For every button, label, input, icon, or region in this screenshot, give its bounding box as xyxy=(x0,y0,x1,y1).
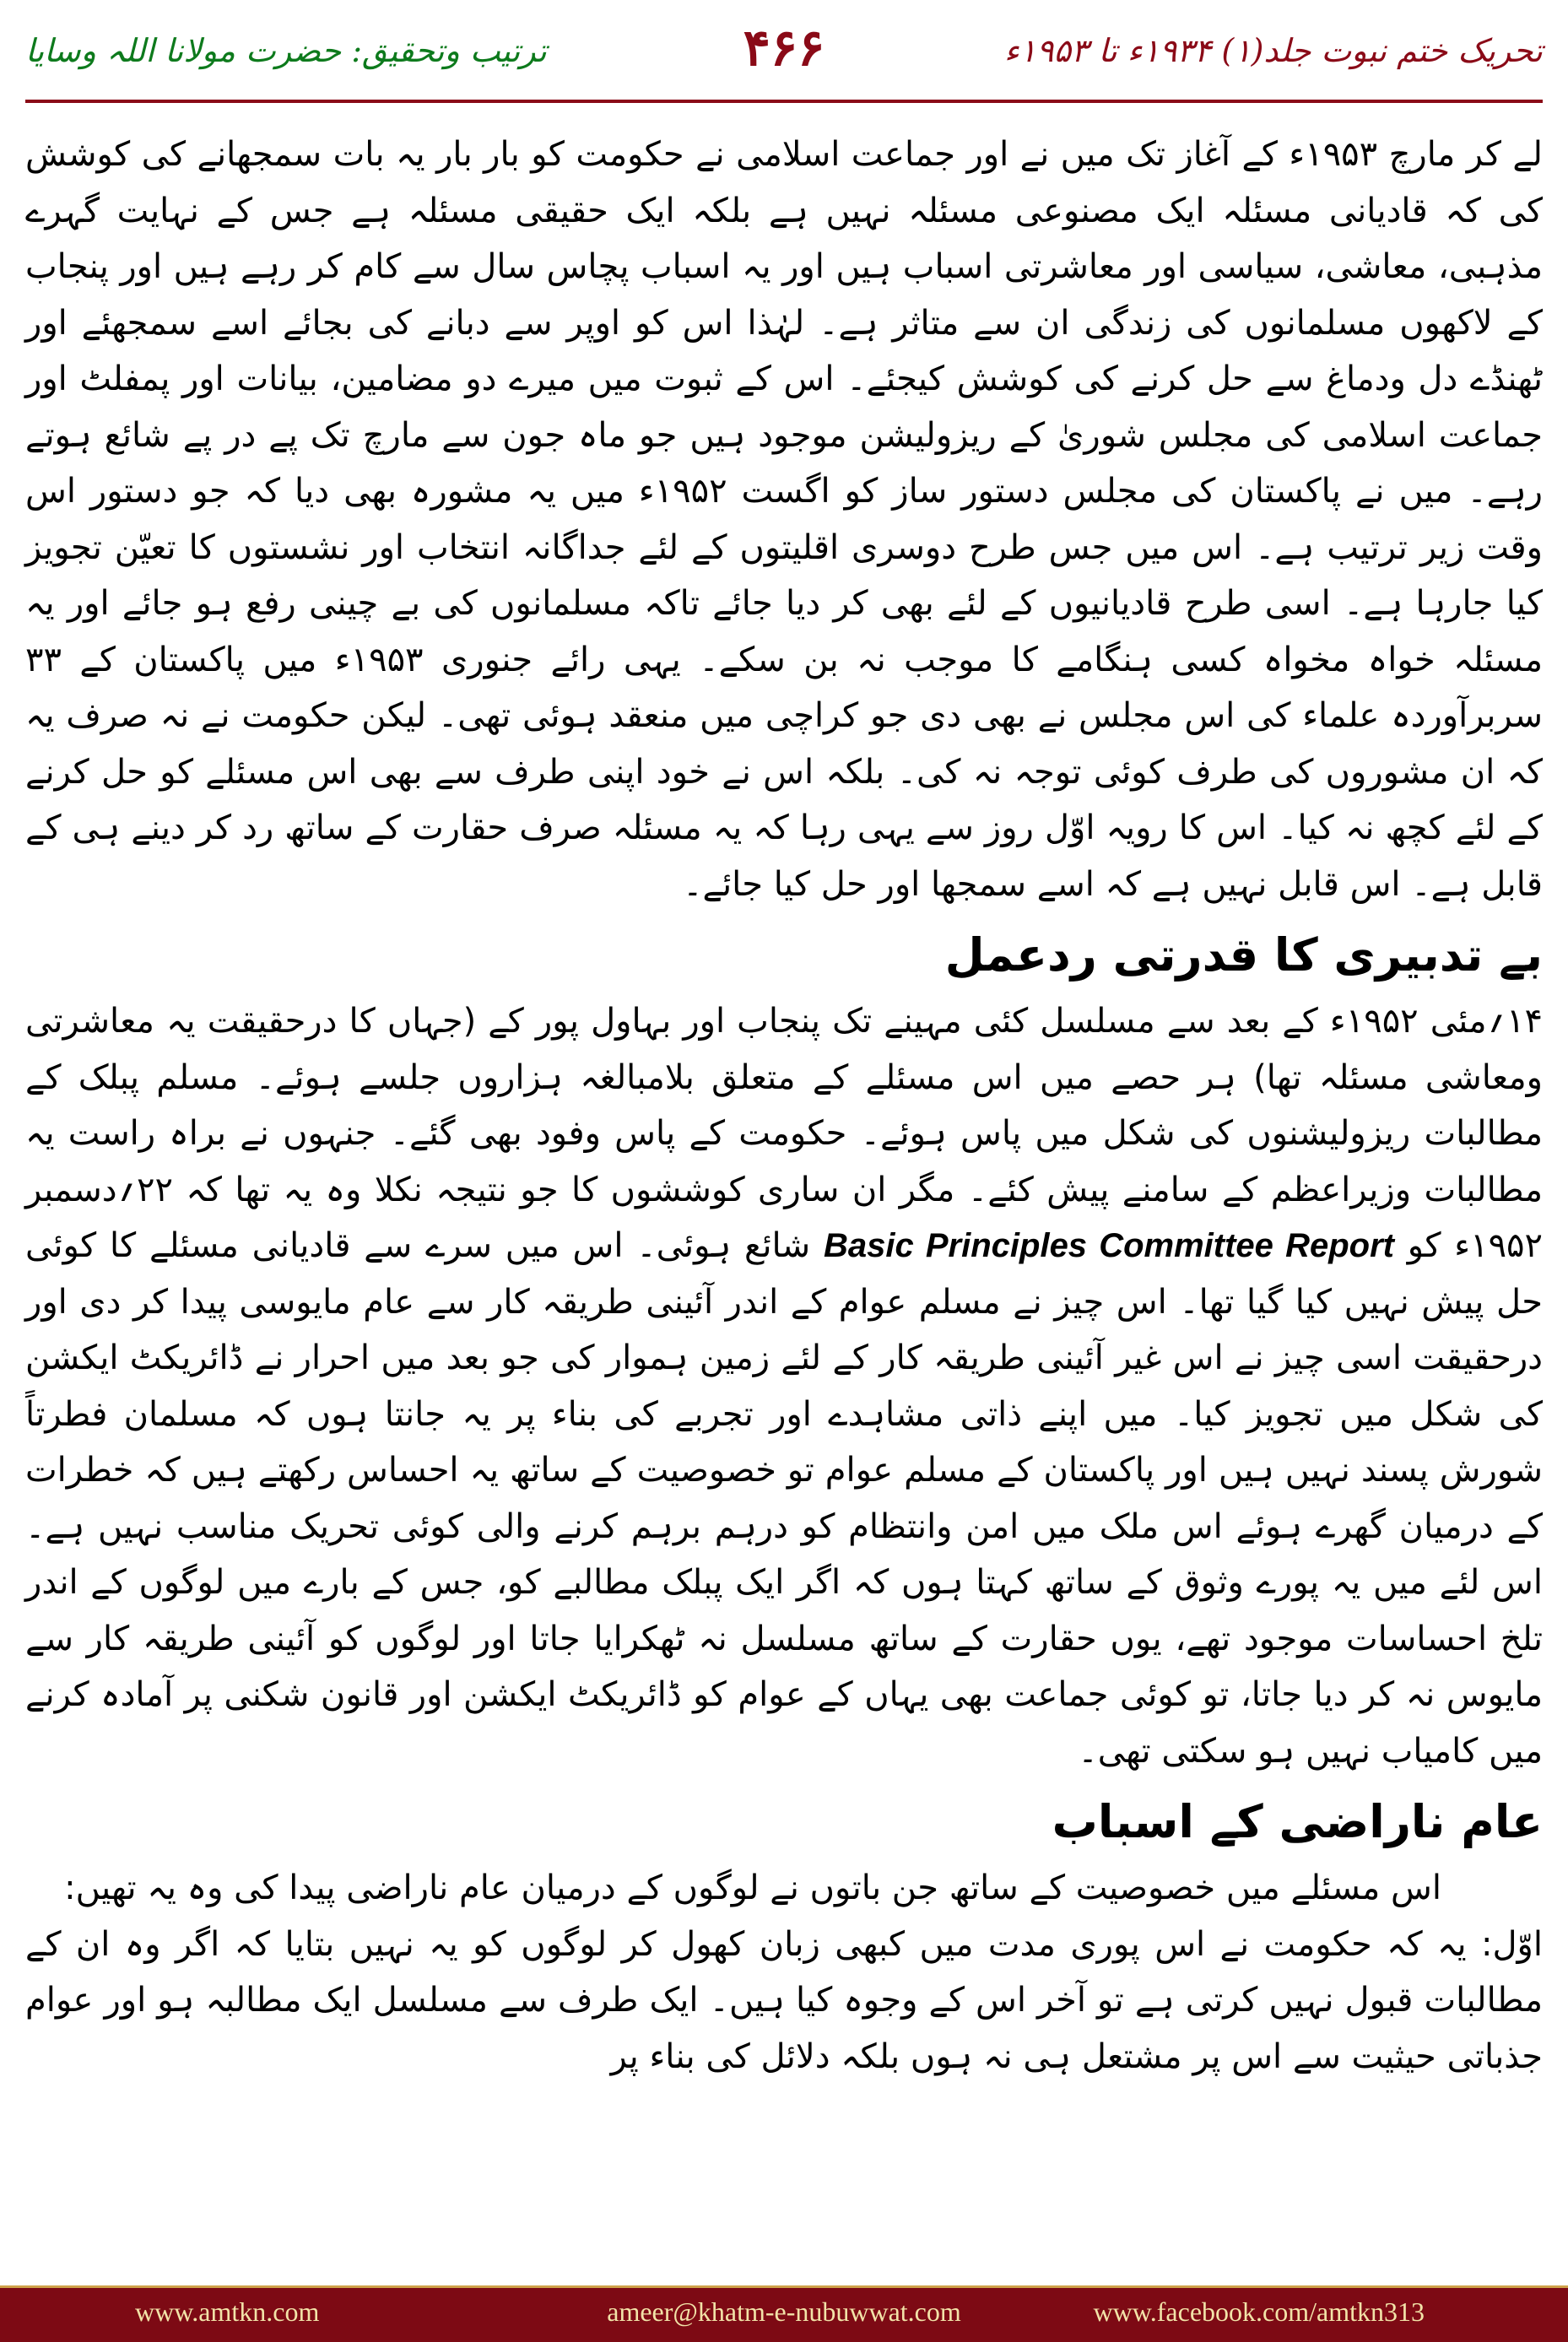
compiler-credit: ترتیب وتحقیق: حضرت مولانا اللہ وسایا xyxy=(25,32,547,69)
paragraph-2-start: ۱۴؍مئی ۱۹۵۲ء کے بعد سے مسلسل کئی مہینے تک پنجاب اور بہاول پور کے (جہاں کا درحقیقت یہ معاشرتی ومعاشی مسئلہ تھا) ہر حصے میں اس مسئلے کے متعلق بلامبالغہ ہزاروں جلسے ہوئے۔ مسلم پبلک کے مطالبات ریزولیشنوں کی شکل میں پاس ہوئے۔ حکومت کے پاس وفود بھی گئے۔ جنہوں نے براہ راست یہ مطالبات وزیراعظم کے سامنے پیش کئے۔ مگر ان ساری کوششوں کا جو نتیجہ نکلا وہ یہ تھا کہ ۲۲؍دسمبر ۱۹۵۲ء کو xyxy=(25,1002,1544,1265)
page-body xyxy=(25,127,1543,2085)
paragraph-2 xyxy=(25,993,1543,1779)
website-link[interactable]: www.amtkn.com xyxy=(135,2296,320,2327)
paragraph-2-end: شائع ہوئی۔ اس میں سرے سے قادیانی مسئلے کا کوئی حل پیش نہیں کیا گیا تھا۔ اس چیز نے مسلم عوام کے اندر آئینی طریقہ کار سے عام مایوسی پیدا کر دی اور درحقیقت اسی چیز نے اس غیر آئینی طریقہ کار کے لئے زمین ہموار کی جو بعد میں احرار نے ڈائریکٹ ایکشن کی شکل میں تجویز کیا۔ میں اپنے ذاتی مشاہدے اور تجربے کی بناء پر یہ جانتا ہوں کہ مسلمان فطرتاً شورش پسند نہیں ہیں اور پاکستان کے مسلم عوام تو خصوصیت کے ساتھ یہ احساس رکھتے ہیں کہ خطرات کے درمیان گھرے ہوئے اس ملک میں امن وانتظام کو درہم برہم کرنے والی کوئی تحریک مناسب نہیں ہے۔ اس لئے میں یہ پورے وثوق کے ساتھ کہتا ہوں کہ اگر ایک پبلک مطالبے کو، جس کے بارے میں لوگوں کے اندر تلخ احساسات موجود تھے، یوں حقارت کے ساتھ مسلسل نہ ٹھکرایا جاتا اور لوگوں کو آئینی طریقہ کار سے مایوس نہ کر دیا جاتا، تو کوئی جماعت بھی یہاں کے عوام کو ڈائریکٹ ایکشن اور قانون شکنی پر آمادہ کرنے میں کامیاب نہیں ہو سکتی تھی۔ xyxy=(25,1226,1544,1771)
paragraph-3: اس مسئلے میں خصوصیت کے ساتھ جن باتوں نے لوگوں کے درمیان عام ناراضی پیدا کی وہ یہ تھیں: xyxy=(64,1869,1441,1907)
page-footer xyxy=(0,2288,1568,2342)
paragraph-4: اوّل: یہ کہ حکومت نے اس پوری مدت میں کبھی زبان کھول کر لوگوں کو یہ نہیں بتایا کہ اگر وہ ان کے مطالبات قبول نہیں کرتی ہے تو آخر اس کے وجوہ کیا ہیں۔ ایک طرف سے مسلسل ایک مطالبہ ہو اور عوام جذباتی حیثیت سے اس پر مشتعل ہی نہ ہوں بلکہ دلائل کی بناء پر xyxy=(25,1924,1543,2076)
facebook-link[interactable]: www.facebook.com/amtkn313 xyxy=(1093,2296,1425,2327)
page-number: ۴۶۶ xyxy=(743,19,825,78)
header-divider xyxy=(25,100,1543,103)
book-title: تحریک ختم نبوت جلد(۱) ۱۹۳۴ء تا ۱۹۵۳ء xyxy=(1003,32,1543,69)
report-title: Basic Principles Committee Report xyxy=(823,1227,1394,1264)
email-link[interactable]: ameer@khatm-e-nubuwwat.com xyxy=(607,2296,961,2327)
paragraph-1: لے کر مارچ ۱۹۵۳ء کے آغاز تک میں نے اور جماعت اسلامی نے حکومت کو بار بار یہ بات سمجھانے کی کوشش کی کہ قادیانی مسئلہ ایک مصنوعی مسئلہ نہیں ہے بلکہ ایک حقیقی مسئلہ ہے جس کے نہایت گہرے مذہبی، معاشی، سیاسی اور معاشرتی اسباب ہیں اور یہ اسباب پچاس سال سے کام کر رہے ہیں اور پنجاب کے لاکھوں مسلمانوں کی زندگی ان سے متاثر ہے۔ لہٰذا اس کو اوپر سے دبانے کی بجائے اسے سمجھئے اور ٹھنڈے دل ودماغ سے حل کرنے کی کوشش کیجئے۔ اس کے ثبوت میں میرے دو مضامین، بیانات اور پمفلٹ اور جماعت اسلامی کی مجلس شوریٰ کے ریزولیشن موجود ہیں جو ماہ جون سے مارچ تک پے در پے شائع ہوتے رہے۔ میں نے پاکستان کی مجلس دستور ساز کو اگست ۱۹۵۲ء میں یہ مشورہ بھی دیا کہ جو دستور اس وقت زیر ترتیب ہے۔ اس میں جس طرح دوسری اقلیتوں کے لئے جداگانہ انتخاب اور نشستوں کا تعیّن تجویز کیا جارہا ہے۔ اسی طرح قادیانیوں کے لئے بھی کر دیا جائے تاکہ مسلمانوں کی بے چینی رفع ہو جائے اور یہ مسئلہ خواہ مخواہ کسی ہنگامے کا موجب نہ بن سکے۔ یہی رائے جنوری ۱۹۵۳ء میں پاکستان کے ۳۳ سربرآوردہ علماء کی اس مجلس نے بھی دی جو کراچی میں منعقد ہوئی تھی۔ لیکن حکومت نے نہ صرف یہ کہ ان مشوروں کی طرف کوئی توجہ نہ کی۔ بلکہ اس نے خود اپنی طرف سے بھی اس مسئلے کو حل کرنے کے لئے کچھ نہ کیا۔ اس کا رویہ اوّل روز سے یہی رہا کہ یہ مسئلہ صرف حقارت کے ساتھ رد کر دینے ہی کے قابل ہے۔ اس قابل نہیں ہے کہ اسے سمجھا اور حل کیا جائے۔ xyxy=(25,135,1543,904)
section-heading-2: عام ناراضی کے اسباب xyxy=(1052,1795,1543,1848)
page-header xyxy=(0,0,1568,101)
section-heading-1: بے تدبیری کا قدرتی ردعمل xyxy=(944,928,1543,982)
